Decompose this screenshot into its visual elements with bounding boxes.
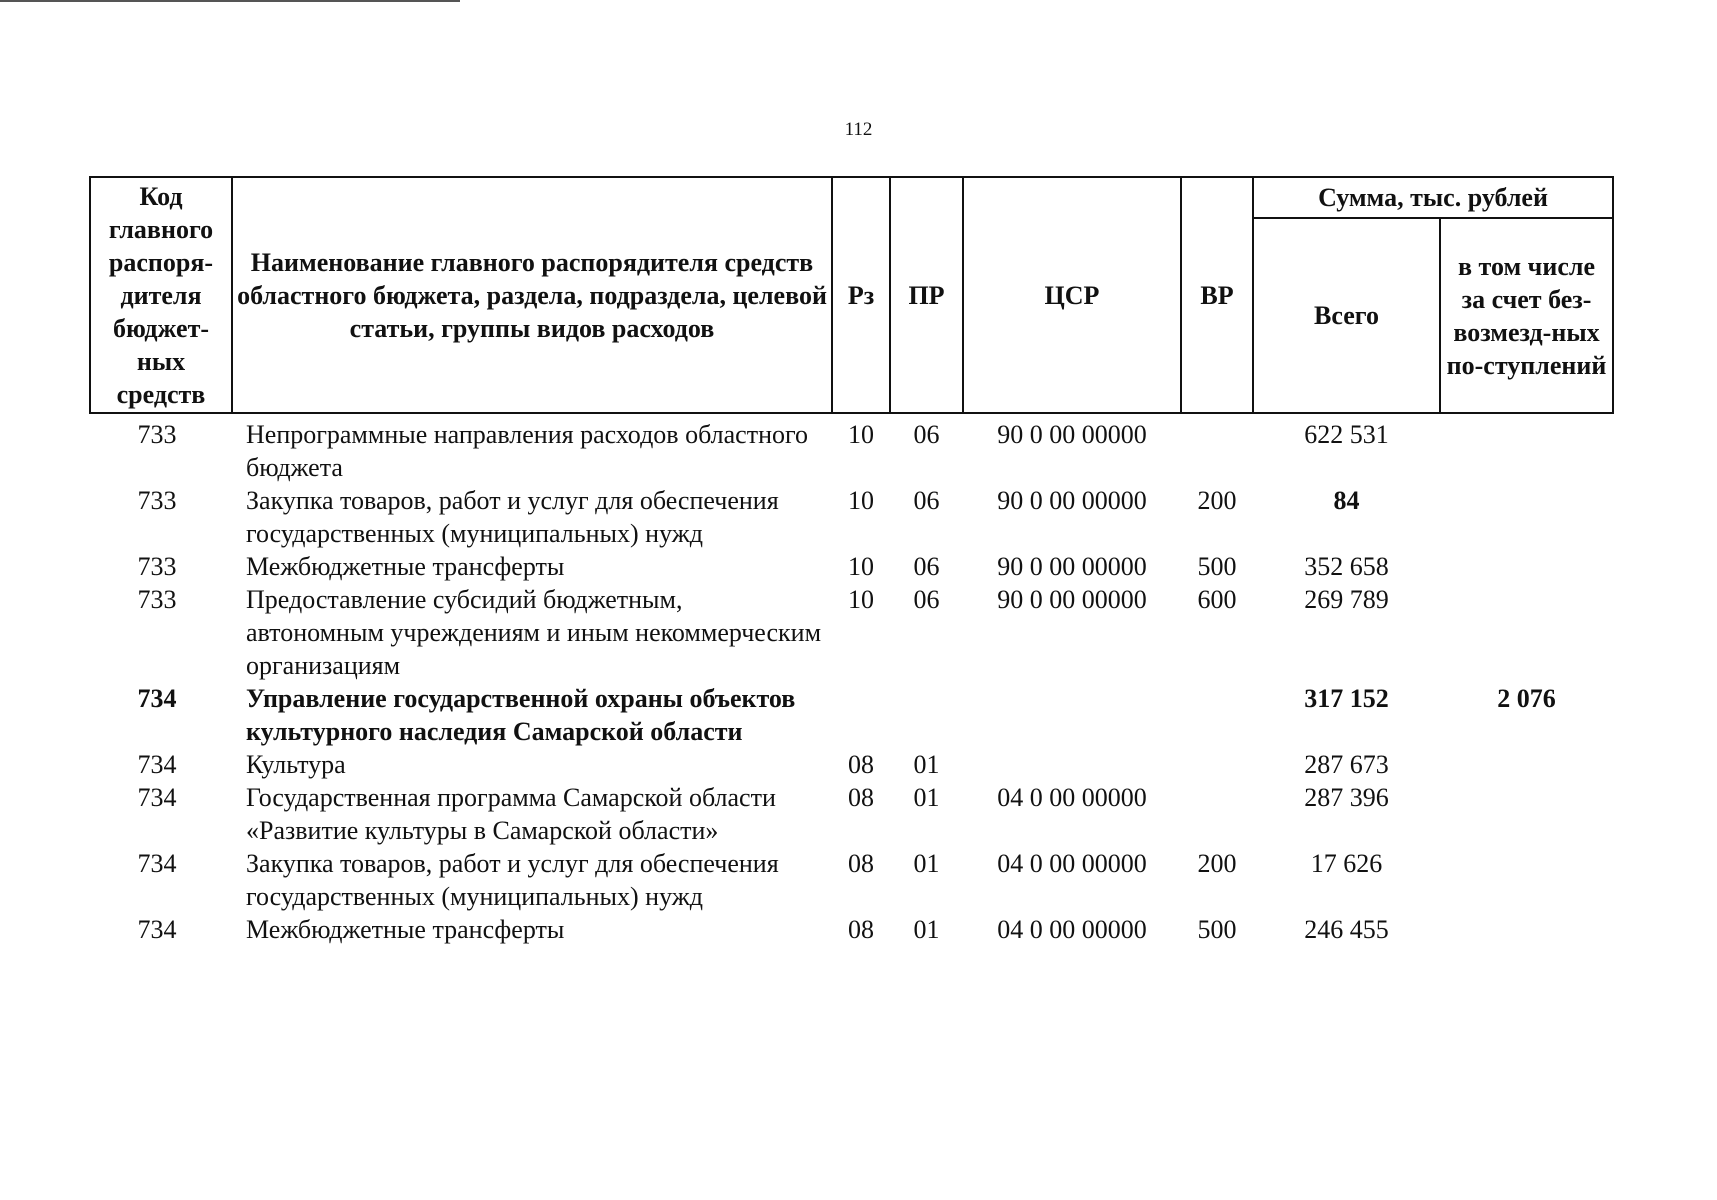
cell-code: 733: [137, 486, 177, 515]
cell-code: 734: [137, 750, 177, 779]
header-sum: Сумма, тыс. рублей: [1253, 177, 1613, 218]
cell-code: 733: [137, 420, 177, 449]
cell-code: 734: [137, 849, 177, 878]
table-row: [90, 413, 1613, 484]
cell-total: 352 658: [1304, 552, 1389, 581]
cell-rz: 10: [848, 486, 874, 515]
header-rz: Рз: [832, 177, 890, 413]
cell-pr: 01: [913, 783, 940, 812]
cell-name: Непрограммные направления расходов областного бюджета: [246, 420, 808, 482]
header-grants: в том числе за счет без-возмезд-ных по-ступлений: [1440, 218, 1613, 413]
cell-name: Государственная программа Самарской области «Развитие культуры в Самарской области»: [246, 783, 776, 845]
cell-rz: 10: [848, 585, 874, 614]
cell-grants: [1440, 748, 1613, 781]
cell-vr: 500: [1197, 915, 1237, 944]
header-total: Всего: [1253, 218, 1440, 413]
cell-vr: 600: [1197, 585, 1237, 614]
budget-table: [89, 176, 1614, 946]
cell-grants: [1440, 484, 1613, 550]
cell-name: Межбюджетные трансферты: [246, 552, 565, 581]
page-number: 112: [844, 119, 873, 140]
cell-vr: 200: [1197, 486, 1237, 515]
cell-code: 734: [137, 915, 177, 944]
cell-code: 733: [137, 585, 177, 614]
header-code: Код главного распоря-дителя бюджет-ных средств: [90, 177, 232, 413]
table-row: [90, 550, 1613, 583]
cell-vr: 200: [1197, 849, 1237, 878]
cell-vr: [1181, 748, 1253, 781]
table-row: [90, 781, 1613, 847]
cell-grants: 2 076: [1497, 684, 1556, 713]
cell-total: 269 789: [1304, 585, 1389, 614]
cell-total: 84: [1333, 486, 1360, 515]
cell-csr: 90 0 00 00000: [997, 486, 1147, 515]
cell-pr: 01: [913, 915, 940, 944]
cell-total: 317 152: [1304, 684, 1389, 713]
cell-name: Закупка товаров, работ и услуг для обеспечения государственных (муниципальных) нужд: [246, 849, 779, 911]
top-rule: [0, 0, 460, 2]
table-row: [90, 748, 1613, 781]
cell-csr: 04 0 00 00000: [997, 915, 1147, 944]
cell-total: 622 531: [1304, 420, 1389, 449]
cell-rz: 10: [848, 552, 874, 581]
cell-pr: 06: [913, 420, 940, 449]
cell-csr: 90 0 00 00000: [997, 585, 1147, 614]
cell-grants: [1440, 413, 1613, 484]
cell-name: Предоставление субсидий бюджетным, автономным учреждениям и иным некоммерческим организациям: [246, 585, 822, 680]
header-name: Наименование главного распорядителя средств областного бюджета, раздела, подраздела, целевой статьи, группы видов расходов: [232, 177, 832, 413]
cell-grants: [1440, 847, 1613, 913]
cell-total: 287 673: [1304, 750, 1389, 779]
cell-rz: [832, 682, 890, 748]
cell-csr: 04 0 00 00000: [997, 849, 1147, 878]
cell-name: Культура: [246, 750, 346, 779]
cell-total: 246 455: [1304, 915, 1389, 944]
table-row: [90, 682, 1613, 748]
cell-grants: [1440, 913, 1613, 946]
table-body: [90, 413, 1613, 946]
table-row: [90, 913, 1613, 946]
cell-pr: 06: [913, 585, 940, 614]
cell-rz: 08: [848, 783, 874, 812]
header-vr: ВР: [1181, 177, 1253, 413]
cell-pr: [890, 682, 963, 748]
cell-pr: 01: [913, 849, 940, 878]
cell-rz: 08: [848, 849, 874, 878]
cell-name: Межбюджетные трансферты: [246, 915, 565, 944]
cell-total: 287 396: [1304, 783, 1389, 812]
cell-vr: [1181, 781, 1253, 847]
cell-total: 17 626: [1310, 849, 1383, 878]
cell-grants: [1440, 583, 1613, 682]
cell-rz: 08: [848, 915, 874, 944]
cell-csr: 90 0 00 00000: [997, 552, 1147, 581]
header-pr: ПР: [890, 177, 963, 413]
cell-code: 733: [137, 552, 177, 581]
cell-rz: 08: [848, 750, 874, 779]
cell-code: 734: [137, 684, 177, 713]
cell-csr: [963, 682, 1181, 748]
header-csr: ЦСР: [963, 177, 1181, 413]
cell-pr: 06: [913, 486, 940, 515]
cell-name: Управление государственной охраны объектов культурного наследия Самарской области: [246, 684, 796, 746]
table-header: [90, 177, 1613, 413]
cell-vr: [1181, 682, 1253, 748]
table-row: [90, 484, 1613, 550]
cell-csr: 04 0 00 00000: [997, 783, 1147, 812]
table-row: [90, 847, 1613, 913]
table-row: [90, 583, 1613, 682]
cell-rz: 10: [848, 420, 874, 449]
cell-code: 734: [137, 783, 177, 812]
cell-grants: [1440, 550, 1613, 583]
cell-grants: [1440, 781, 1613, 847]
cell-vr: 500: [1197, 552, 1237, 581]
cell-name: Закупка товаров, работ и услуг для обеспечения государственных (муниципальных) нужд: [246, 486, 779, 548]
cell-pr: 01: [913, 750, 940, 779]
cell-vr: [1181, 413, 1253, 484]
cell-csr: 90 0 00 00000: [997, 420, 1147, 449]
cell-csr: [963, 748, 1181, 781]
cell-pr: 06: [913, 552, 940, 581]
